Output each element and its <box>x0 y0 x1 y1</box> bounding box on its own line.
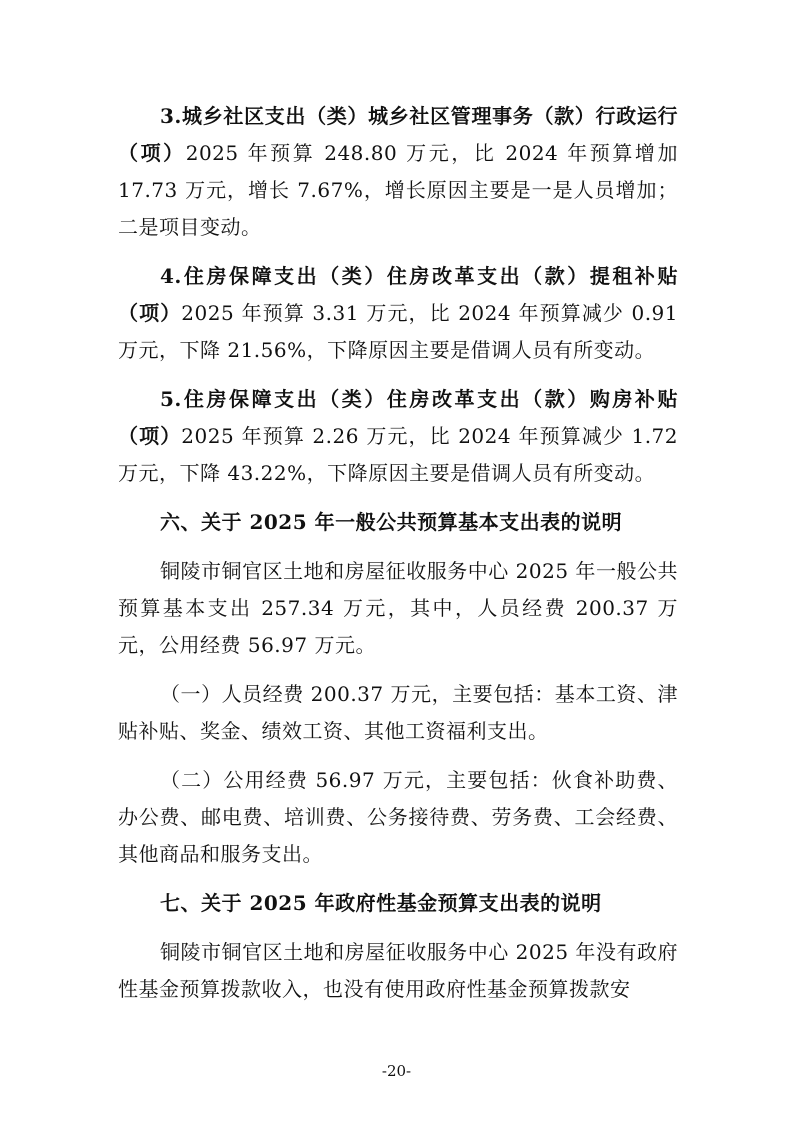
section-7-heading: 七、关于 2025 年政府性基金预算支出表的说明 <box>160 891 602 915</box>
paragraph-item-5 <box>118 381 678 492</box>
paragraph-item-3 <box>118 98 678 246</box>
page-number: -20- <box>381 1062 412 1080</box>
section-6-heading: 六、关于 2025 年一般公共预算基本支出表的说明 <box>160 510 623 534</box>
section-6-item-1: （一）人员经费 200.37 万元，主要包括：基本工资、津贴补贴、奖金、绩效工资、其他工资福利支出。 <box>118 682 678 743</box>
section-6-item-2: （二）公用经费 56.97 万元，主要包括：伙食补助费、办公费、邮电费、培训费、公务接待费、劳务费、工会经费、其他商品和服务支出。 <box>118 768 678 866</box>
item-4-heading: 4.住房保障支出（类）住房改革支出（款）提租补贴（项） <box>118 264 678 325</box>
item-3-heading: 3.城乡社区支出（类）城乡社区管理事务（款）行政运行（项） <box>118 104 678 165</box>
section-6-intro: 铜陵市铜官区土地和房屋征收服务中心 2025 年一般公共预算基本支出 257.34 万元，其中，人员经费 200.37 万元，公用经费 56.97 万元。 <box>118 559 678 657</box>
paragraph-item-4 <box>118 258 678 369</box>
item-5-heading: 5.住房保障支出（类）住房改革支出（款）购房补贴（项） <box>118 387 678 448</box>
item-4-body: 2025 年预算 3.31 万元，比 2024 年预算减少 0.91 万元，下降 21.56%，下降原因主要是借调人员有所变动。 <box>118 301 679 362</box>
item-3-body: 2025 年预算 248.80 万元，比 2024 年预算增加 17.73 万元，增长 7.67%，增长原因主要是一是人员增加；二是项目变动。 <box>118 141 678 239</box>
item-5-body: 2025 年预算 2.26 万元，比 2024 年预算减少 1.72 万元，下降 43.22%，下降原因主要是借调人员有所变动。 <box>118 424 679 485</box>
page-content <box>118 98 678 1008</box>
section-7-intro: 铜陵市铜官区土地和房屋征收服务中心 2025 年没有政府性基金预算拨款收入，也没有使用政府性基金预算拨款安 <box>118 940 678 1001</box>
